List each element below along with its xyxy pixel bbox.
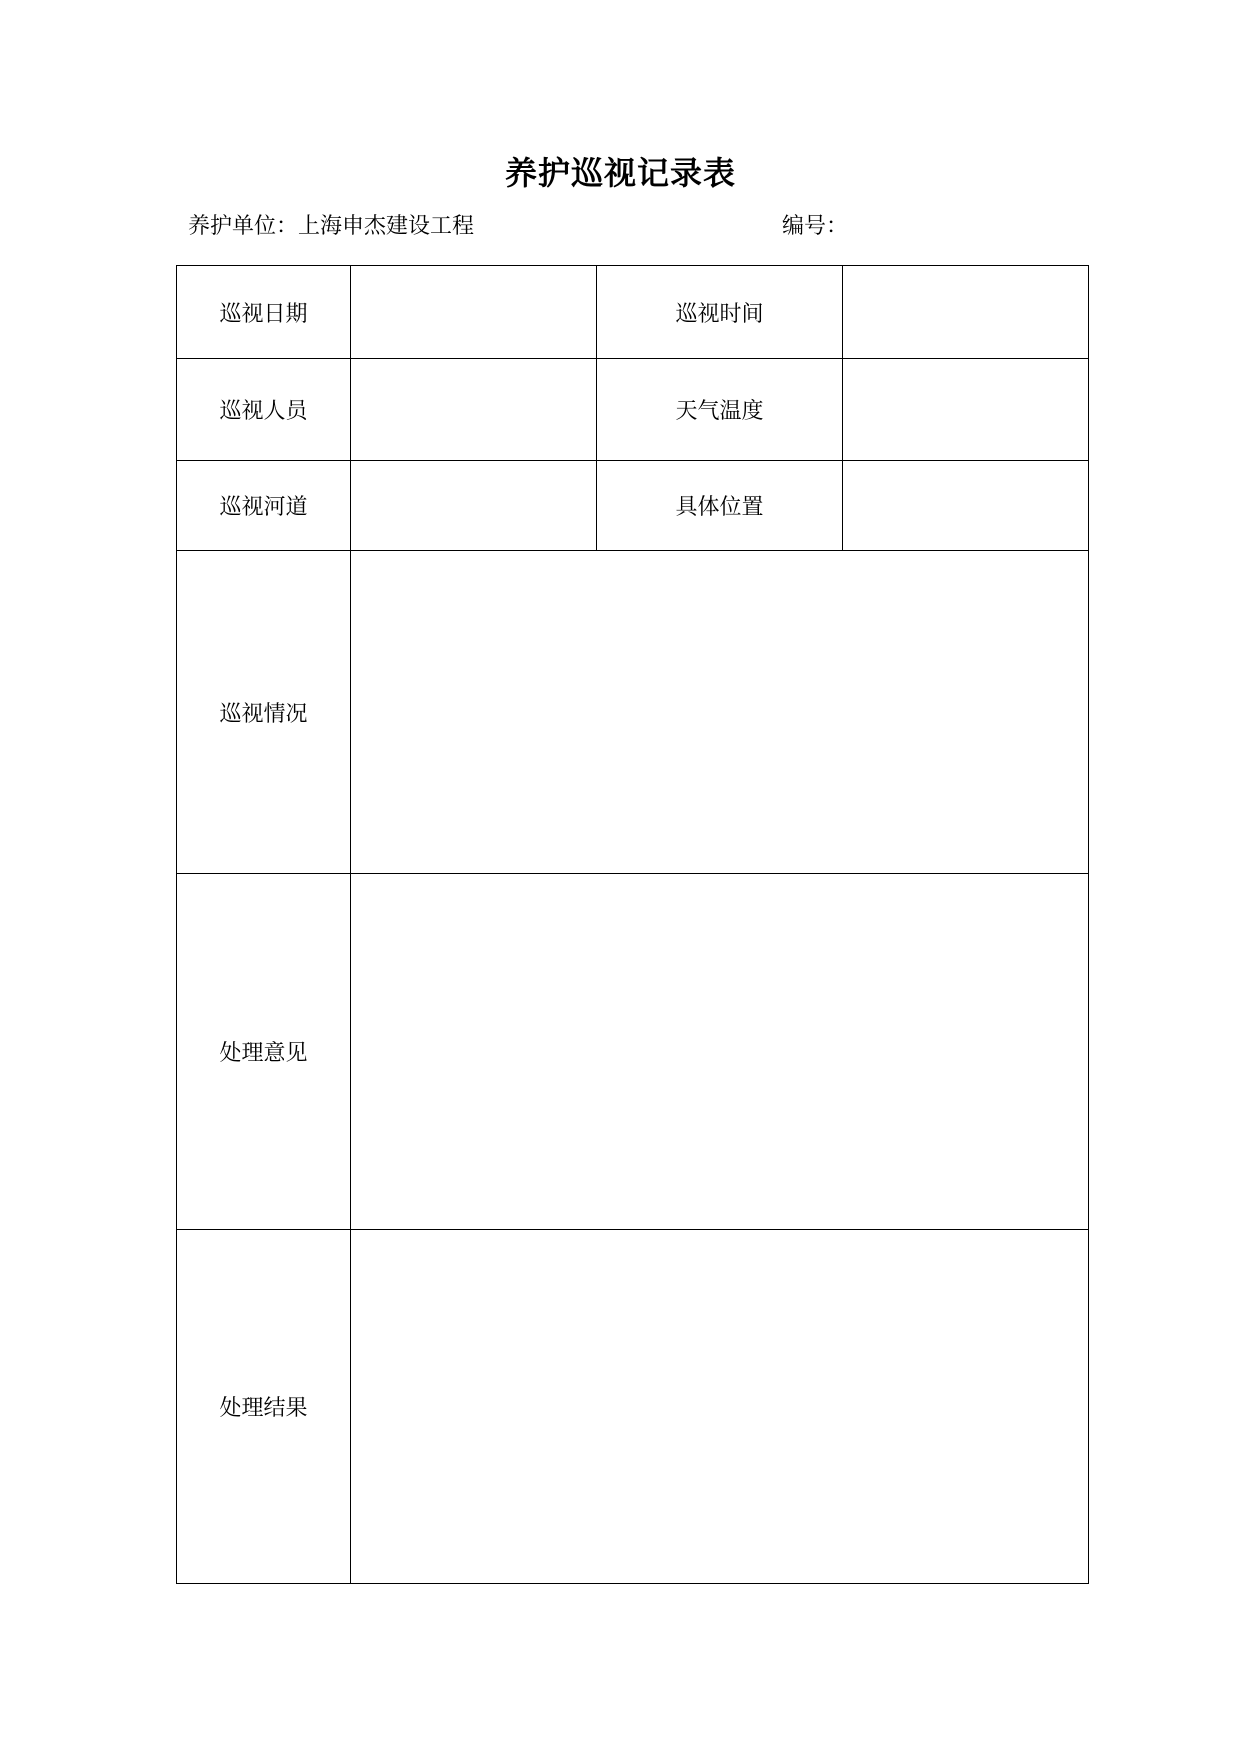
handling-result-field[interactable] xyxy=(351,1230,1089,1584)
table-row xyxy=(177,551,1089,874)
inspection-time-label: 巡视时间 xyxy=(597,266,843,359)
handling-result-label: 处理结果 xyxy=(177,1230,351,1584)
handling-opinion-label: 处理意见 xyxy=(177,874,351,1230)
inspection-date-label: 巡视日期 xyxy=(177,266,351,359)
river-channel-label: 巡视河道 xyxy=(177,461,351,551)
document-number-label: 编号： xyxy=(782,214,849,239)
inspector-label: 巡视人员 xyxy=(177,359,351,461)
specific-location-field[interactable] xyxy=(843,461,1089,551)
document-title: 养护巡视记录表 xyxy=(504,154,736,192)
inspection-date-field[interactable] xyxy=(351,266,597,359)
weather-temperature-field[interactable] xyxy=(843,359,1089,461)
weather-temperature-label: 天气温度 xyxy=(597,359,843,461)
inspection-status-field[interactable] xyxy=(351,551,1089,874)
table-row xyxy=(177,461,1089,551)
maintenance-unit-label: 养护单位：上海申杰建设工程 xyxy=(188,214,475,239)
table-row xyxy=(177,874,1089,1230)
specific-location-label: 具体位置 xyxy=(597,461,843,551)
inspection-status-label: 巡视情况 xyxy=(177,551,351,874)
table-row xyxy=(177,359,1089,461)
inspector-field[interactable] xyxy=(351,359,597,461)
river-channel-field[interactable] xyxy=(351,461,597,551)
table-row xyxy=(177,1230,1089,1584)
inspection-record-table xyxy=(176,265,1089,1584)
table-row xyxy=(177,266,1089,359)
handling-opinion-field[interactable] xyxy=(351,874,1089,1230)
inspection-time-field[interactable] xyxy=(843,266,1089,359)
